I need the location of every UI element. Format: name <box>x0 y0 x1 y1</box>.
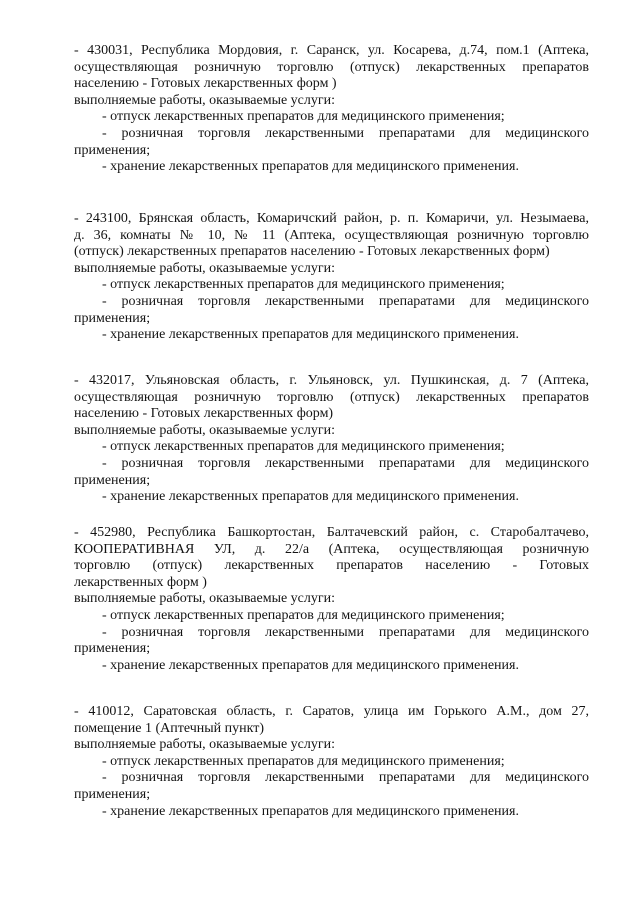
address-line: - 432017, Ульяновская область, г. Ульяновск, ул. Пушкинская, д. 7 (Аптека, <box>74 373 589 388</box>
pharmacy-entry <box>74 525 589 674</box>
works-label: выполняемые работы, оказываемые услуги: <box>74 260 336 276</box>
works-label: выполняемые работы, оказываемые услуги: <box>74 422 336 438</box>
service-dispensing: - отпуск лекарственных препаратов для медицинского применения; <box>102 607 505 623</box>
service-storage: - хранение лекарственных препаратов для медицинского применения. <box>102 159 519 175</box>
service-retail: - розничная торговля лекарственными препаратами для медицинского <box>102 624 589 640</box>
pharmacy-entry <box>74 43 589 176</box>
pharmacy-entry <box>74 211 589 344</box>
service-storage: - хранение лекарственных препаратов для медицинского применения. <box>102 489 519 505</box>
service-dispensing: - отпуск лекарственных препаратов для медицинского применения; <box>102 109 505 125</box>
service-retail-cont: применения; <box>74 310 151 326</box>
address-line: д. 36, комнаты № 10, № 11 (Аптека, осуществляющая розничную торговлю <box>74 227 589 243</box>
service-retail: - розничная торговля лекарственными препаратами для медицинского <box>102 293 589 309</box>
works-label: выполняемые работы, оказываемые услуги: <box>74 737 336 753</box>
service-storage: - хранение лекарственных препаратов для медицинского применения. <box>102 803 519 819</box>
address-line: - 243100, Брянская область, Комаричский район, р. п. Комаричи, ул. Незымаева, <box>74 211 589 226</box>
service-dispensing: - отпуск лекарственных препаратов для медицинского применения; <box>102 277 505 293</box>
pharmacy-entry <box>74 704 589 820</box>
works-label: выполняемые работы, оказываемые услуги: <box>74 591 336 607</box>
service-retail-cont: применения; <box>74 472 151 488</box>
service-retail-cont: применения; <box>74 641 151 657</box>
address-line: населению - Готовых лекарственных форм) <box>74 406 334 422</box>
address-line: торговлю (отпуск) лекарственных препаратов населению - Готовых <box>74 558 589 574</box>
address-line: помещение 1 (Аптечный пункт) <box>74 720 265 736</box>
address-line: (отпуск) лекарственных препаратов населению - Готовых лекарственных форм) <box>74 244 550 260</box>
address-line: населению - Готовых лекарственных форм ) <box>74 76 337 92</box>
address-line: - 430031, Республика Мордовия, г. Саранск, ул. Косарева, д.74, пом.1 (Аптека, <box>74 43 589 58</box>
address-line: осуществляющая розничную торговлю (отпуск) лекарственных препаратов <box>74 389 589 405</box>
service-retail-cont: применения; <box>74 786 151 802</box>
service-retail: - розничная торговля лекарственными препаратами для медицинского <box>102 125 589 141</box>
service-dispensing: - отпуск лекарственных препаратов для медицинского применения; <box>102 753 505 769</box>
service-storage: - хранение лекарственных препаратов для медицинского применения. <box>102 657 519 673</box>
works-label: выполняемые работы, оказываемые услуги: <box>74 92 336 108</box>
service-dispensing: - отпуск лекарственных препаратов для медицинского применения; <box>102 439 505 455</box>
address-line: КООПЕРАТИВНАЯ УЛ, д. 22/а (Аптека, осуществляющая розничную <box>74 541 589 557</box>
address-line: - 410012, Саратовская область, г. Саратов, улица им Горького А.М., дом 27, <box>74 704 589 719</box>
service-retail-cont: применения; <box>74 142 151 158</box>
address-line: осуществляющая розничную торговлю (отпуск) лекарственных препаратов <box>74 59 589 75</box>
pharmacy-entry <box>74 373 589 506</box>
service-retail: - розничная торговля лекарственными препаратами для медицинского <box>102 455 589 471</box>
address-line: лекарственных форм ) <box>74 574 207 590</box>
address-line: - 452980, Республика Башкортостан, Балтачевский район, с. Старобалтачево, <box>74 525 589 540</box>
service-storage: - хранение лекарственных препаратов для медицинского применения. <box>102 327 519 343</box>
service-retail: - розничная торговля лекарственными препаратами для медицинского <box>102 770 589 786</box>
